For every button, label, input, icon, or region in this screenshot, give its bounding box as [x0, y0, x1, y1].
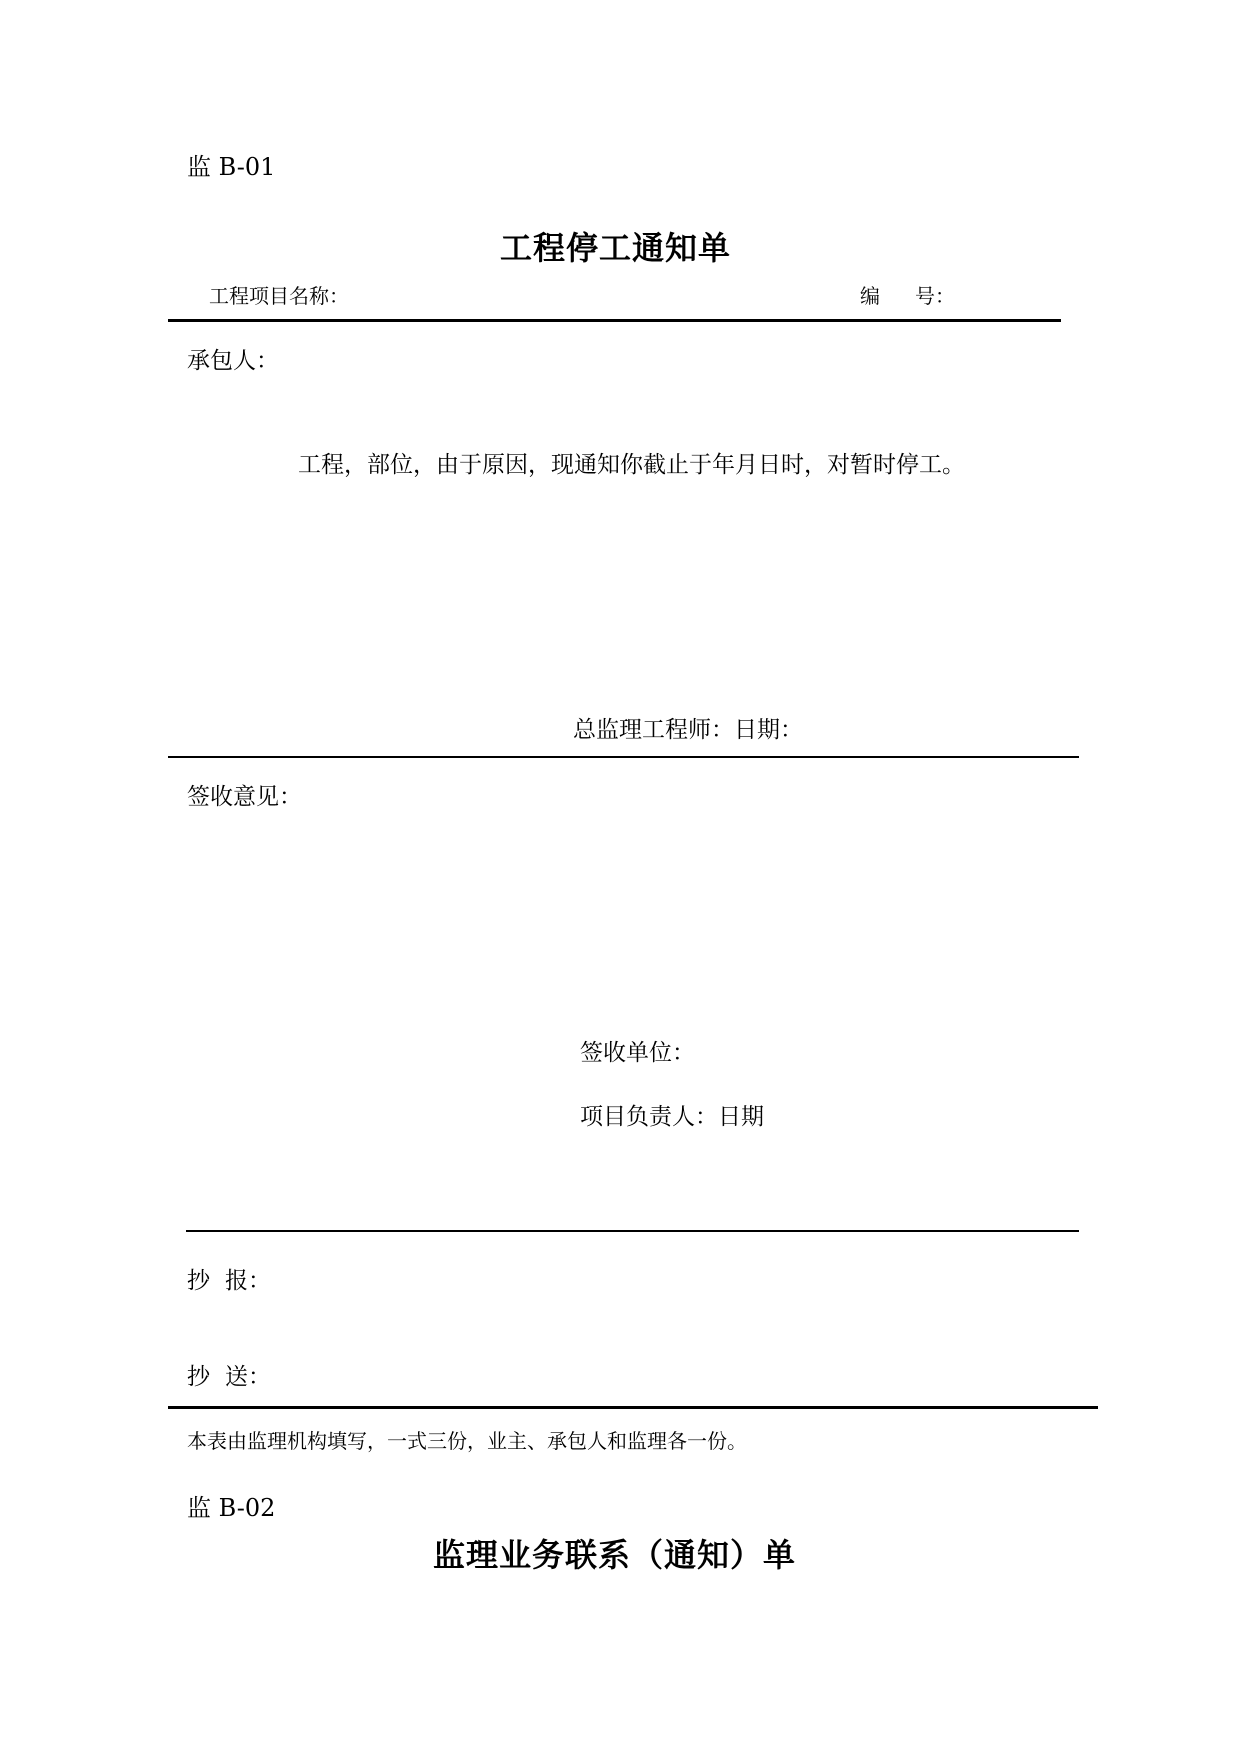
form-footnote: 本表由监理机构填写，一式三份，业主、承包人和监理各一份。 [187, 1429, 747, 1453]
form2-title: 监理业务联系（通知）单 [433, 1536, 797, 1574]
footer-divider [168, 1406, 1098, 1409]
section-divider-1 [168, 756, 1079, 758]
form-code: 监 B-01 [187, 153, 276, 181]
project-name-label: 工程项目名称： [209, 284, 349, 308]
header-divider [168, 319, 1061, 322]
receipt-opinion-label: 签收意见： [187, 784, 302, 810]
receiving-unit-label: 签收单位： [580, 1040, 695, 1066]
number-label-part2: 号： [915, 284, 955, 308]
send-to-label-part1: 抄 [187, 1364, 210, 1390]
project-lead-signature-label: 项目负责人：日期 [580, 1104, 764, 1130]
report-to-label-part1: 抄 [187, 1268, 210, 1294]
chief-engineer-signature-label: 总监理工程师：日期： [573, 717, 803, 743]
form2-code: 监 B-02 [187, 1494, 276, 1522]
section-divider-2 [186, 1230, 1079, 1232]
send-to-label-part2: 送： [225, 1364, 271, 1390]
notice-text: 工程，部位，由于原因，现通知你截止于年月日时，对暂时停工。 [298, 452, 965, 478]
report-to-label-part2: 报： [225, 1268, 271, 1294]
contractor-label: 承包人： [187, 348, 279, 374]
form-title: 工程停工通知单 [500, 229, 732, 267]
number-label-part1: 编 [860, 284, 880, 308]
